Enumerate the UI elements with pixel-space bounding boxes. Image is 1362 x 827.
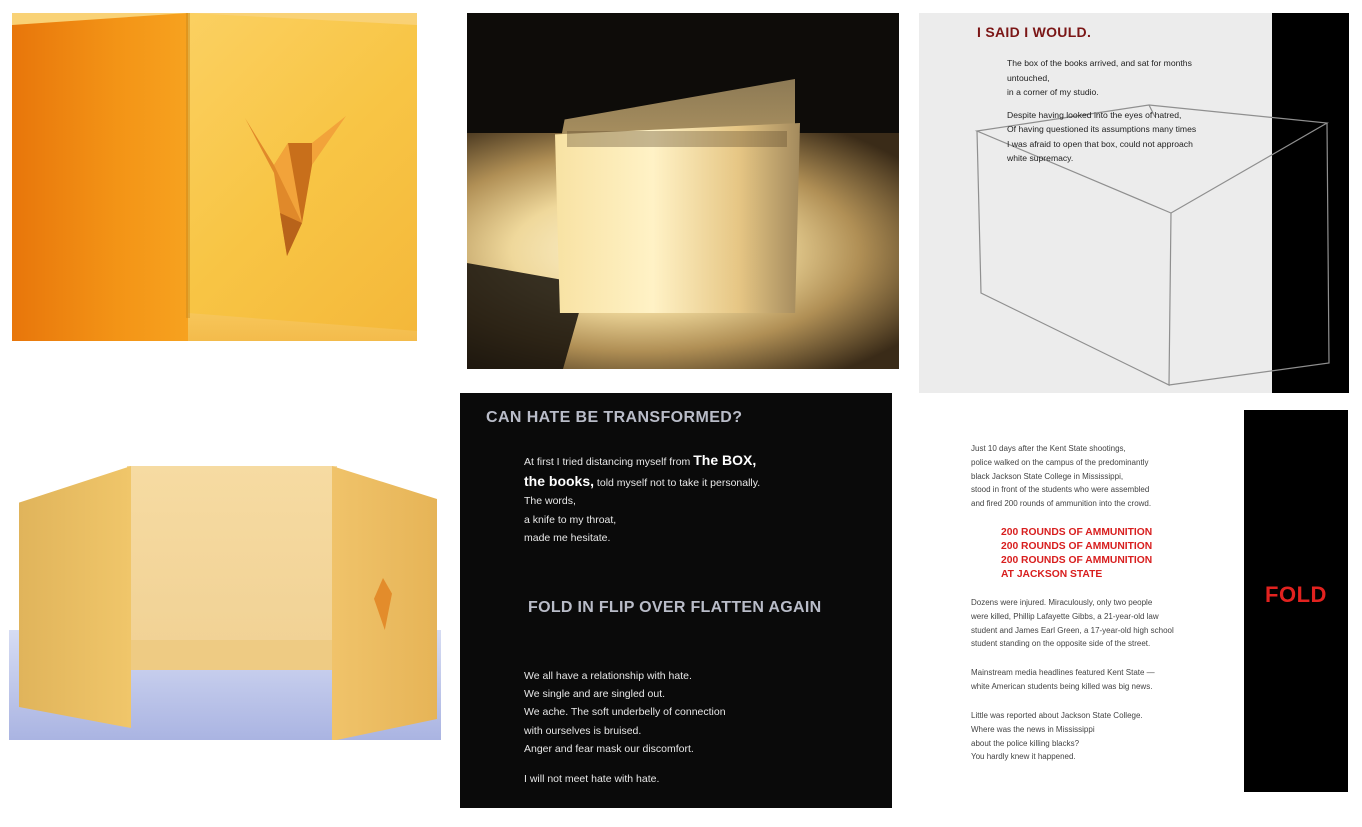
text-line: Despite having looked into the eyes of hatred, [1007, 109, 1182, 120]
text-line: black Jackson State College in Mississippi, [971, 471, 1124, 481]
folder-back [127, 466, 337, 646]
text-run: told myself not to take it personally. [594, 476, 761, 489]
body-text [1007, 56, 1257, 166]
heading-fold-flip: FOLD IN FLIP OVER FLATTEN AGAIN [528, 599, 822, 616]
paragraph-2 [971, 596, 1241, 651]
packing-tape [567, 131, 787, 147]
text-line: Just 10 days after the Kent State shootings, [971, 444, 1126, 453]
text-run: At first I tried distancing myself from [524, 456, 694, 468]
text-line [524, 451, 864, 472]
text-line: a knife to my throat, [524, 513, 617, 526]
text-line: You hardly knew it happened. [971, 752, 1076, 762]
text-line: Little was reported about Jackson State College. [971, 711, 1143, 720]
text-line: Anger and fear mask our discomfort. [524, 742, 694, 755]
photo-open-folder [9, 460, 441, 740]
text-line: Of having questioned its assumptions many times [1007, 124, 1197, 134]
text-line: about the police killing blacks? [971, 738, 1080, 748]
text-line: I was afraid to open that box, could not approach [1007, 138, 1193, 149]
text-line: white supremacy. [1007, 153, 1074, 163]
text-line: Dozens were injured. Miraculously, only two people [971, 598, 1153, 607]
callout-line: AT JACKSON STATE [1001, 569, 1103, 580]
text-line: We all have a relationship with hate. [524, 670, 692, 682]
paragraph-4 [971, 709, 1241, 764]
heading-transformed: CAN HATE BE TRANSFORMED? [486, 409, 743, 426]
text-line: We single and are singled out. [524, 688, 666, 701]
photo-open-book-crane [12, 13, 417, 341]
text-line: police walked on the campus of the predominantly [971, 457, 1149, 467]
text-line: We ache. The soft underbelly of connection [524, 706, 726, 719]
callout-line: 200 ROUNDS OF AMMUNITION [1001, 555, 1153, 566]
text-line: Where was the news in Mississippi [971, 724, 1095, 734]
text-line: were killed, Phillip Lafayette Gibbs, a 21-year-old law [971, 611, 1159, 621]
page-i-said-i-would [919, 13, 1349, 393]
ammunition-callout [1001, 526, 1152, 582]
emphasis-books: the books, [524, 472, 595, 489]
fold-label: FOLD [1265, 582, 1327, 607]
folder-inner-floor [127, 640, 337, 670]
text-line: student and James Earl Green, a 17-year-old high school [971, 625, 1174, 635]
text-line: untouched, [1007, 72, 1050, 83]
text-line: I will not meet hate with hate. [524, 773, 660, 786]
folder-left-flap [19, 466, 131, 728]
callout-line: 200 ROUNDS OF AMMUNITION [1001, 541, 1153, 552]
text-line: Mainstream media headlines featured Kent State — [971, 668, 1155, 677]
paragraph-1 [971, 442, 1241, 511]
page-can-hate-be-transformed [460, 393, 892, 808]
emphasis-box: The BOX, [693, 452, 757, 468]
text-line: The box of the books arrived, and sat for months [1007, 58, 1192, 68]
text-line: stood in front of the students who were assembled [971, 485, 1150, 495]
callout-line: 200 ROUNDS OF AMMUNITION [1001, 527, 1153, 538]
text-line: student standing on the opposite side of the street. [971, 639, 1151, 649]
text-line: in a corner of my studio. [1007, 87, 1099, 97]
paragraph-3 [971, 666, 1241, 694]
text-line: and fired 200 rounds of ammunition into the crowd. [971, 499, 1152, 509]
photo-cardboard-box [467, 13, 899, 369]
box-front [555, 123, 800, 313]
intro-text [524, 451, 864, 548]
text-line: The words, [524, 495, 576, 507]
origami-crane-icon [12, 13, 417, 341]
outro-text [524, 667, 864, 788]
page-title: I SAID I WOULD. [977, 24, 1092, 40]
text-line: white American students being killed was big news. [971, 681, 1153, 691]
text-line: with ourselves is bruised. [524, 724, 642, 737]
text-line: made me hesitate. [524, 532, 611, 544]
page-jackson-state [941, 410, 1351, 792]
text-line [524, 472, 864, 493]
